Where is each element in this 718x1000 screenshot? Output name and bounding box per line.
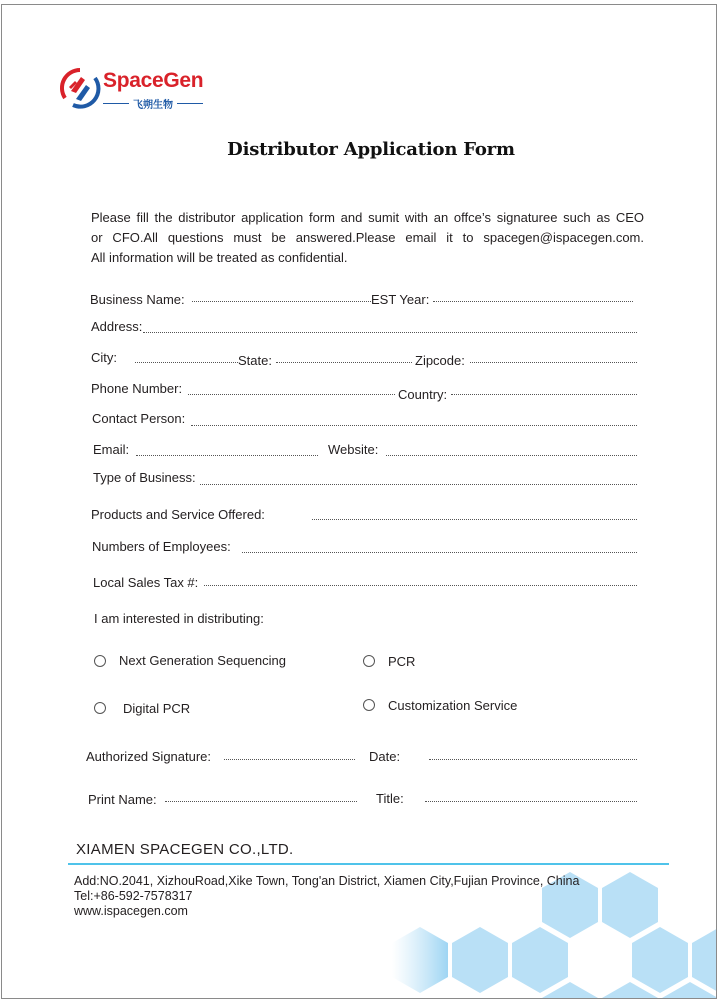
radio-digital-pcr[interactable] bbox=[94, 702, 106, 714]
city-label: City: bbox=[91, 350, 117, 365]
intro-paragraph bbox=[91, 208, 644, 268]
hexagon bbox=[632, 927, 688, 993]
est-year-label: EST Year: bbox=[371, 292, 430, 307]
est-year-field[interactable] bbox=[433, 301, 633, 302]
divider bbox=[103, 103, 129, 105]
employees-field[interactable] bbox=[242, 552, 637, 553]
sales-tax-label: Local Sales Tax #: bbox=[93, 575, 199, 590]
hexagon bbox=[392, 927, 448, 993]
address-field[interactable] bbox=[143, 332, 637, 333]
brand-chinese-name: 飞朔生物 bbox=[133, 100, 173, 111]
state-field[interactable] bbox=[276, 362, 412, 363]
title-label: Title: bbox=[376, 791, 404, 806]
authorized-signature-label: Authorized Signature: bbox=[86, 749, 212, 764]
website-label: Website: bbox=[328, 442, 379, 457]
company-contact bbox=[74, 874, 579, 919]
option-label-customization-service: Customization Service bbox=[388, 698, 518, 713]
radio-customization-service[interactable] bbox=[363, 699, 375, 711]
employees-label: Numbers of Employees: bbox=[92, 539, 231, 554]
contact-person-field[interactable] bbox=[191, 425, 637, 426]
country-label: Country: bbox=[398, 387, 448, 402]
zipcode-field[interactable] bbox=[470, 362, 637, 363]
hexagon bbox=[452, 927, 508, 993]
date-field[interactable] bbox=[429, 759, 637, 760]
company-address: Add:NO.2041, XizhouRoad,Xike Town, Tong'an District, Xiamen City,Fujian Province, China bbox=[74, 874, 580, 888]
document-page bbox=[1, 4, 717, 999]
business-name-label: Business Name: bbox=[90, 292, 185, 307]
website-field[interactable] bbox=[386, 455, 637, 456]
intro-line: Please fill the distributor application form and sumit with an offce’s signaturee such as CEO bbox=[91, 210, 644, 225]
date-label: Date: bbox=[369, 749, 401, 764]
products-services-field[interactable] bbox=[312, 519, 637, 520]
country-field[interactable] bbox=[451, 394, 637, 395]
option-label-ngs: Next Generation Sequencing bbox=[119, 653, 286, 668]
hexagon bbox=[692, 927, 717, 993]
address-label: Address: bbox=[91, 319, 143, 334]
phone-field[interactable] bbox=[188, 394, 395, 395]
option-label-pcr: PCR bbox=[388, 654, 416, 669]
authorized-signature-field[interactable] bbox=[224, 759, 355, 760]
city-field[interactable] bbox=[135, 362, 238, 363]
brand-name: SpaceGen bbox=[103, 69, 204, 92]
company-phone: Tel:+86-592-7578317 bbox=[74, 889, 193, 903]
interest-label: I am interested in distributing: bbox=[94, 611, 264, 626]
email-label: Email: bbox=[93, 442, 130, 457]
divider bbox=[177, 103, 203, 105]
state-label: State: bbox=[238, 353, 272, 368]
sales-tax-field[interactable] bbox=[204, 585, 637, 586]
hexagon bbox=[602, 872, 658, 938]
phone-label: Phone Number: bbox=[91, 381, 183, 396]
title-field[interactable] bbox=[425, 801, 637, 802]
zipcode-label: Zipcode: bbox=[415, 353, 465, 368]
option-label-digital-pcr: Digital PCR bbox=[123, 701, 191, 716]
hexagon bbox=[512, 927, 568, 993]
page-title: Distributor Application Form bbox=[227, 139, 515, 160]
contact-person-label: Contact Person: bbox=[92, 411, 186, 426]
intro-line: or CFO.All questions must be answered.Please email it to spacegen@ispacegen.com. bbox=[91, 230, 644, 245]
type-of-business-field[interactable] bbox=[200, 484, 637, 485]
business-name-field[interactable] bbox=[192, 301, 371, 302]
print-name-field[interactable] bbox=[165, 801, 357, 802]
radio-ngs[interactable] bbox=[94, 655, 106, 667]
company-website: www.ispacegen.com bbox=[74, 904, 188, 918]
products-services-label: Products and Service Offered: bbox=[91, 507, 265, 522]
footer-divider bbox=[68, 863, 669, 865]
intro-line: All information will be treated as confidential. bbox=[91, 250, 348, 265]
type-of-business-label: Type of Business: bbox=[93, 470, 196, 485]
email-field[interactable] bbox=[136, 455, 318, 456]
spacegen-logo-icon bbox=[59, 67, 101, 109]
brand-subtitle bbox=[103, 96, 203, 111]
radio-pcr[interactable] bbox=[363, 655, 375, 667]
company-name: XIAMEN SPACEGEN CO.,LTD. bbox=[76, 841, 294, 858]
print-name-label: Print Name: bbox=[88, 792, 157, 807]
